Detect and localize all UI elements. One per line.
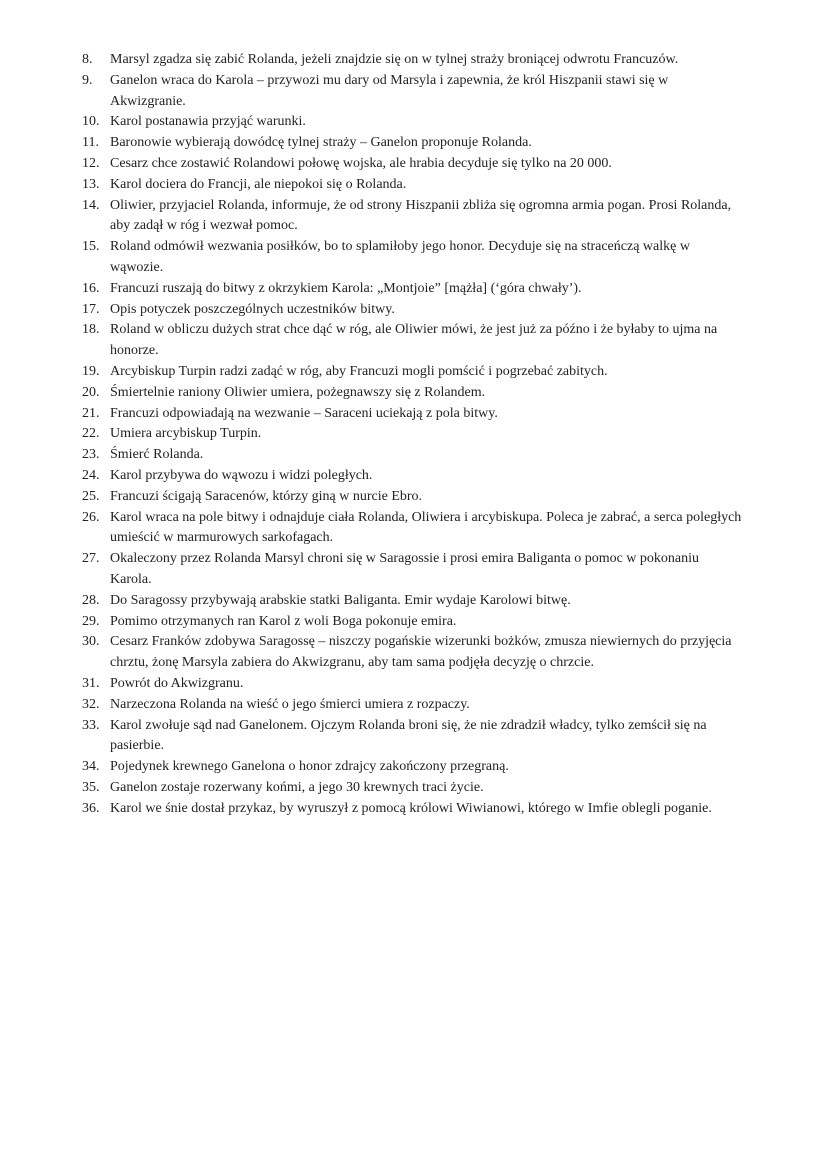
list-item [82,757,742,778]
list-item [82,674,742,695]
list-item-text: Roland w obliczu dużych strat chce dąć w róg, ale Oliwier mówi, że jest już za późno i że byłaby to ujma na honorze. [110,322,718,359]
list-item-text: Ganelon wraca do Karola – przywozi mu dary od Marsyla i zapewnia, że król Hiszpanii stawi się w Akwizgranie. [110,72,669,109]
list-item [82,487,742,508]
list-item-number: 17. [82,301,100,317]
event-list [82,50,742,819]
list-item-text: Powrót do Akwizgranu. [110,675,244,691]
list-item-number: 33. [82,717,100,733]
list-item-text: Cesarz Franków zdobywa Saragossę – niszczy pogańskie wizerunki bożków, zmusza niewiernych do przyjęcia chrztu, żonę Marsyla zabiera do Akwizgranu, aby tam sama podjęła decyzję o chrzcie. [110,634,732,671]
list-item [82,71,742,113]
list-item-number: 36. [82,800,100,816]
list-item [82,237,742,279]
list-item-text: Francuzi odpowiadają na wezwanie – Saraceni uciekają z pola bitwy. [110,405,498,421]
list-item-number: 34. [82,759,100,775]
list-item-number: 28. [82,592,100,608]
list-item [82,133,742,154]
list-item-number: 35. [82,779,100,795]
list-item [82,424,742,445]
list-item [82,632,742,674]
list-item-text: Karol przybywa do wąwozu i widzi poległych. [110,467,373,483]
list-item-text: Okaleczony przez Rolanda Marsyl chroni się w Saragossie i prosi emira Baliganta o pomoc w pokonaniu Karola. [110,551,700,587]
list-item-number: 9. [82,72,93,88]
list-item [82,549,742,591]
list-item-text: Karol zwołuje sąd nad Ganelonem. Ojczym Rolanda broni się, że nie zdradził władcy, tylko zemścił się na pasierbie. [110,717,707,754]
list-item-number: 30. [82,634,100,650]
list-item-text: Karol we śnie dostał przykaz, by wyruszył z pomocą królowi Wiwianowi, którego w Imfie oblegli poganie. [110,800,712,816]
list-item-text: Śmiertelnie raniony Oliwier umiera, pożegnawszy się z Rolandem. [110,384,486,400]
list-item-number: 22. [82,426,100,442]
list-item-number: 32. [82,696,100,712]
list-item-number: 13. [82,176,100,192]
list-item-text: Cesarz chce zostawić Rolandowi połowę wojska, ale hrabia decyduje się tylko na 20 000. [110,155,612,171]
list-item-number: 16. [82,280,100,296]
list-item-text: Karol postanawia przyjąć warunki. [110,114,306,130]
list-item-number: 31. [82,675,100,691]
list-item-text: Marsyl zgadza się zabić Rolanda, jeżeli znajdzie się on w tylnej straży broniącej odwrotu Francuzów. [110,52,679,67]
list-item [82,612,742,633]
list-item [82,695,742,716]
list-item [82,50,742,71]
list-item [82,716,742,758]
list-item [82,466,742,487]
list-item [82,320,742,362]
list-item-number: 23. [82,447,100,463]
list-item-number: 11. [82,135,99,151]
list-item [82,778,742,799]
list-item-number: 15. [82,239,100,255]
list-item-text: Francuzi ścigają Saracenów, którzy giną w nurcie Ebro. [110,488,423,504]
list-item [82,175,742,196]
list-item-text: Do Saragossy przybywają arabskie statki Baliganta. Emir wydaje Karolowi bitwę. [110,592,571,608]
list-item [82,362,742,383]
list-item [82,404,742,425]
list-item [82,508,742,550]
list-item-text: Śmierć Rolanda. [110,447,204,463]
list-item-number: 20. [82,384,100,400]
list-item-text: Karol dociera do Francji, ale niepokoi się o Rolanda. [110,176,407,192]
list-item [82,300,742,321]
list-item [82,196,742,238]
list-item [82,591,742,612]
list-item-text: Pojedynek krewnego Ganelona o honor zdrajcy zakończony przegraną. [110,759,509,775]
list-item-number: 10. [82,114,100,130]
list-item-text: Karol wraca na pole bitwy i odnajduje ciała Rolanda, Oliwiera i arcybiskupa. Poleca je zabrać, a serca poległych umieścić w marmurowych sarkofagach. [110,509,742,546]
list-item-text: Roland odmówił wezwania posiłków, bo to splamiłoby jego honor. Decyduje się na straceńczą walkę w wąwozie. [110,239,690,275]
list-item-number: 27. [82,551,100,567]
list-item-text: Narzeczona Rolanda na wieść o jego śmierci umiera z rozpaczy. [110,696,470,712]
list-item-number: 26. [82,509,100,525]
list-item [82,112,742,133]
list-item [82,383,742,404]
list-item-number: 18. [82,322,100,338]
list-item-number: 14. [82,197,100,213]
list-item-number: 19. [82,363,100,379]
list-item-text: Umiera arcybiskup Turpin. [110,426,262,442]
list-item [82,279,742,300]
list-item-number: 21. [82,405,100,421]
list-item-text: Pomimo otrzymanych ran Karol z woli Boga pokonuje emira. [110,613,457,629]
list-item-number: 29. [82,613,100,629]
list-item-text: Baronowie wybierają dowódcę tylnej straży – Ganelon proponuje Rolanda. [110,135,532,151]
list-item-text: Oliwier, przyjaciel Rolanda, informuje, że od strony Hiszpanii zbliża się ogromna armia pogan. Prosi Rolanda, aby zadął w róg i wezwał pomoc. [110,197,732,234]
list-item [82,799,742,820]
list-item [82,445,742,466]
list-item-text: Ganelon zostaje rozerwany końmi, a jego 30 krewnych traci życie. [110,779,484,795]
list-item-text: Opis potyczek poszczególnych uczestników bitwy. [110,301,395,317]
list-item-number: 24. [82,467,100,483]
list-item-number: 8. [82,52,93,67]
list-item-text: Arcybiskup Turpin radzi zadąć w róg, aby Francuzi mogli pomścić i pogrzebać zabitych. [110,363,608,379]
list-item-number: 12. [82,155,100,171]
list-item [82,154,742,175]
list-item-text: Francuzi ruszają do bitwy z okrzykiem Karola: „Montjoie” [mążła] (‘góra chwały’). [110,280,582,296]
list-item-number: 25. [82,488,100,504]
